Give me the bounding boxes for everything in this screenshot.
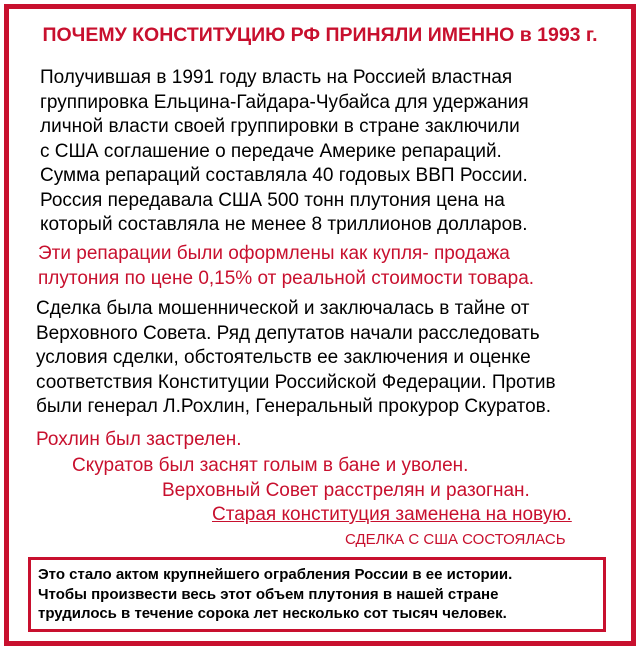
conclusion-box: [28, 557, 606, 632]
deal-done-line: СДЕЛКА С США СОСТОЯЛАСЬ: [345, 531, 566, 548]
paragraph-line: личной власти своей группировки в стране заключили: [40, 116, 520, 137]
headline: ПОЧЕМУ КОНСТИТУЦИЮ РФ ПРИНЯЛИ ИМЕННО в 1993 г.: [42, 24, 598, 46]
paragraph-deal: [36, 297, 556, 420]
conclusion-line: Чтобы произвести весь этот объем плутония в нашей стране: [38, 585, 499, 603]
paragraph-line: который составляла не менее 8 триллионов долларов.: [40, 214, 528, 235]
paragraph-line: соответствия Конституции Российской Федерации. Против: [36, 371, 556, 393]
rokhlin-line: Рохлин был застрелен.: [36, 429, 242, 450]
paragraph-line: Получившая в 1991 году власть на Россией властная: [40, 67, 513, 88]
skuratov-line: Скуратов был заснят голым в бане и уволен.: [72, 455, 469, 476]
conclusion-line: трудилось в течение сорока лет несколько сот тысяч человек.: [38, 605, 507, 622]
paragraph-line: Эти репарации были оформлены как купля- продажа: [38, 243, 510, 264]
paragraph-reparations: [38, 242, 534, 291]
conclusion-line: Это стало актом крупнейшего ограбления России в ее истории.: [38, 566, 513, 583]
paragraph-line: с США соглашение о передаче Америке репараций.: [40, 140, 502, 162]
paragraph-line: Россия передавала США 500 тонн плутония цена на: [40, 189, 505, 211]
paragraph-line: Сделка была мошеннической и заключалась в тайне от: [36, 298, 530, 319]
paragraph-line: плутония по цене 0,15% от реальной стоимости товара.: [38, 267, 535, 289]
paragraph-line: условия сделки, обстоятельств ее заключения и оценке: [36, 347, 531, 368]
paragraph-line: группировка Ельцина-Гайдара-Чубайса для удержания: [40, 91, 529, 113]
paragraph-intro: [40, 66, 529, 238]
supreme-soviet-line: Верховный Совет расстрелян и разогнан.: [162, 480, 530, 501]
paragraph-line: Сумма репараций составляла 40 годовых ВВП России.: [40, 165, 528, 186]
paragraph-line: Верховного Совета. Ряд депутатов начали расследовать: [36, 322, 540, 344]
constitution-line: Старая конституция заменена на новую.: [212, 504, 572, 525]
conclusion-text: [38, 565, 512, 624]
paragraph-line: были генерал Л.Рохлин, Генеральный прокурор Скуратов.: [36, 396, 552, 417]
